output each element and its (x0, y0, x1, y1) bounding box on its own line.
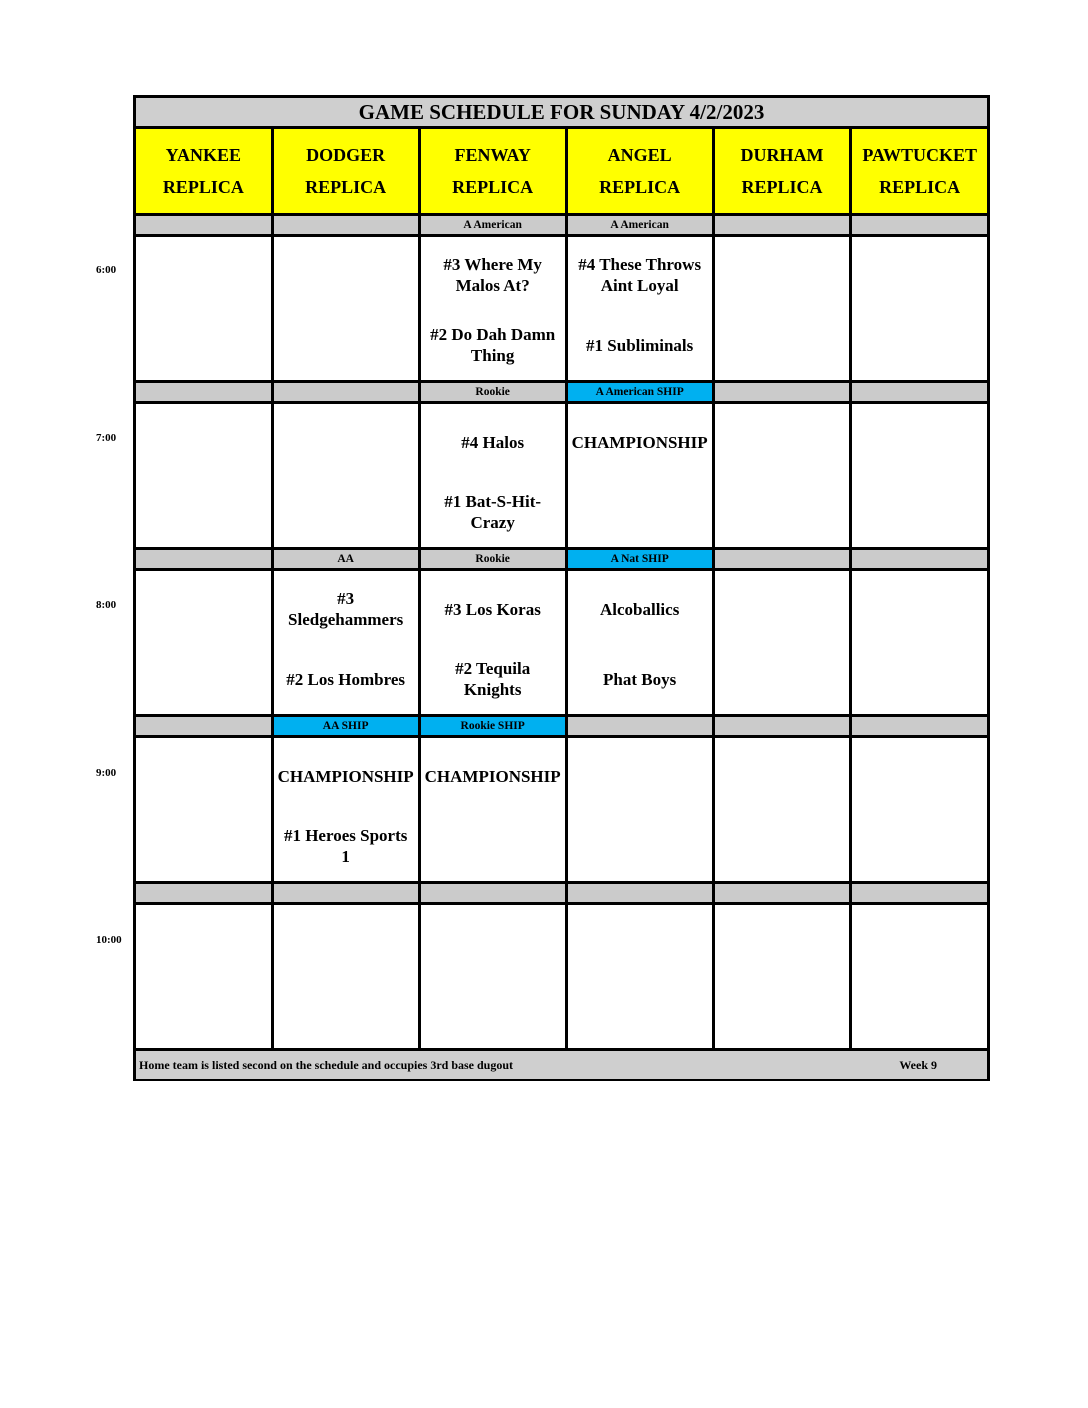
field-subtitle: REPLICA (162, 177, 244, 197)
field-header (715, 129, 850, 213)
division-label (136, 216, 271, 234)
home-team (778, 488, 786, 536)
time-label: 7:00 (96, 431, 117, 444)
division-label (852, 383, 987, 401)
home-team (636, 989, 644, 1037)
division-label (136, 383, 271, 401)
home-team: Phat Boys (603, 669, 677, 689)
time-label: 6:00 (96, 264, 117, 276)
game-cell (274, 738, 418, 881)
division-label (852, 550, 987, 568)
game-cell (421, 905, 565, 1048)
division-label (852, 717, 987, 735)
game-cell (568, 571, 712, 714)
home-team (199, 989, 207, 1037)
home-team (778, 655, 786, 703)
game-cell (274, 571, 418, 714)
away-team (778, 585, 786, 633)
home-team: #1 Subliminals (586, 335, 694, 355)
field-name: PAWTUCKET (862, 145, 977, 165)
home-team: #2 Tequila Knights (455, 659, 531, 699)
division-label: Rookie (421, 550, 565, 568)
home-team (778, 989, 786, 1037)
home-team (636, 488, 644, 536)
home-team (342, 321, 350, 369)
home-team: #1 Heroes Sports 1 (283, 826, 408, 866)
home-team (778, 822, 786, 870)
division-label (136, 717, 271, 735)
field-name: DURHAM (740, 145, 824, 165)
away-team (199, 919, 207, 967)
home-team: #1 Bat-S-Hit-Crazy (444, 492, 542, 532)
division-label: Rookie (421, 383, 565, 401)
home-team (489, 822, 497, 870)
home-team (489, 989, 497, 1037)
home-team (778, 321, 786, 369)
schedule-table (133, 95, 990, 1081)
away-team: CHAMPIONSHIP (424, 766, 561, 786)
field-header (274, 129, 418, 213)
time-label: 8:00 (96, 599, 117, 611)
field-header (136, 129, 271, 213)
away-team (916, 752, 924, 800)
away-team (489, 919, 497, 967)
field-subtitle: REPLICA (452, 177, 534, 197)
division-label: AA SHIP (274, 717, 418, 735)
away-team (342, 418, 350, 466)
field-name: DODGER (306, 145, 386, 165)
division-label (274, 216, 418, 234)
field-subtitle: REPLICA (741, 177, 823, 197)
division-label (136, 550, 271, 568)
game-cell (421, 738, 565, 881)
away-team (636, 919, 644, 967)
game-cell (274, 237, 418, 380)
home-team (199, 822, 207, 870)
field-name: YANKEE (165, 145, 241, 165)
away-team (199, 418, 207, 466)
away-team: #4 Halos (461, 432, 525, 452)
field-header (852, 129, 987, 213)
away-team (342, 251, 350, 299)
home-team (199, 655, 207, 703)
division-label (715, 884, 850, 902)
game-cell (715, 571, 850, 714)
game-cell (136, 404, 271, 547)
away-team (778, 251, 786, 299)
home-team (342, 488, 350, 536)
field-subtitle: REPLICA (599, 177, 681, 197)
division-label (852, 884, 987, 902)
home-team (199, 488, 207, 536)
away-team (778, 752, 786, 800)
away-team (916, 251, 924, 299)
field-header (421, 129, 565, 213)
away-team (916, 919, 924, 967)
home-team (916, 321, 924, 369)
away-team (916, 585, 924, 633)
division-label: A American (568, 216, 712, 234)
division-label (715, 383, 850, 401)
field-name: FENWAY (454, 145, 531, 165)
game-cell (421, 571, 565, 714)
division-label (421, 884, 565, 902)
division-label: A Nat SHIP (568, 550, 712, 568)
home-team (916, 989, 924, 1037)
game-cell (136, 738, 271, 881)
away-team (636, 752, 644, 800)
game-cell (852, 571, 987, 714)
away-team (342, 919, 350, 967)
game-cell (852, 404, 987, 547)
game-cell (568, 738, 712, 881)
home-team: #2 Los Hombres (286, 669, 405, 689)
division-label (568, 717, 712, 735)
away-team: #3 Sledgehammers (288, 589, 404, 629)
game-cell (136, 237, 271, 380)
away-team: Alcoballics (599, 599, 680, 619)
game-cell (568, 404, 712, 547)
schedule-footer (136, 1051, 987, 1079)
time-label: 10:00 (96, 934, 122, 946)
away-team (199, 251, 207, 299)
division-label (715, 550, 850, 568)
division-label (136, 884, 271, 902)
away-team (778, 919, 786, 967)
game-cell (852, 237, 987, 380)
game-cell (568, 237, 712, 380)
away-team: #4 These Throws Aint Loyal (578, 255, 702, 295)
game-cell (136, 905, 271, 1048)
home-team (199, 321, 207, 369)
footer-note: Home team is listed second on the schedule and occupies 3rd base dugout (139, 1057, 514, 1072)
game-cell (715, 905, 850, 1048)
field-name: ANGEL (607, 145, 672, 165)
home-team (636, 822, 644, 870)
time-label: 9:00 (96, 766, 117, 779)
field-subtitle: REPLICA (879, 177, 961, 197)
game-cell (274, 404, 418, 547)
division-label (274, 383, 418, 401)
week-label: Week 9 (899, 1057, 937, 1072)
away-team (778, 418, 786, 466)
schedule-title: GAME SCHEDULE FOR SUNDAY 4/2/2023 (136, 98, 987, 126)
game-cell (715, 237, 850, 380)
game-cell (274, 905, 418, 1048)
home-team (916, 655, 924, 703)
division-label: A American (421, 216, 565, 234)
home-team (916, 488, 924, 536)
division-label (852, 216, 987, 234)
home-team: #2 Do Dah Damn Thing (430, 325, 556, 365)
field-header (568, 129, 712, 213)
game-cell (421, 237, 565, 380)
division-label: A American SHIP (568, 383, 712, 401)
game-cell (715, 404, 850, 547)
game-cell (421, 404, 565, 547)
division-label: Rookie SHIP (421, 717, 565, 735)
away-team (199, 585, 207, 633)
division-label: AA (274, 550, 418, 568)
game-cell (568, 905, 712, 1048)
division-label (274, 884, 418, 902)
home-team (916, 822, 924, 870)
field-subtitle: REPLICA (305, 177, 387, 197)
game-cell (715, 738, 850, 881)
away-team: #3 Where My Malos At? (443, 255, 542, 295)
away-team: CHAMPIONSHIP (571, 432, 708, 452)
home-team (342, 989, 350, 1037)
away-team: #3 Los Koras (444, 599, 541, 619)
away-team (916, 418, 924, 466)
game-cell (136, 571, 271, 714)
away-team: CHAMPIONSHIP (277, 766, 414, 786)
division-label (715, 717, 850, 735)
away-team (199, 752, 207, 800)
division-label (715, 216, 850, 234)
division-label (568, 884, 712, 902)
game-cell (852, 738, 987, 881)
game-cell (852, 905, 987, 1048)
